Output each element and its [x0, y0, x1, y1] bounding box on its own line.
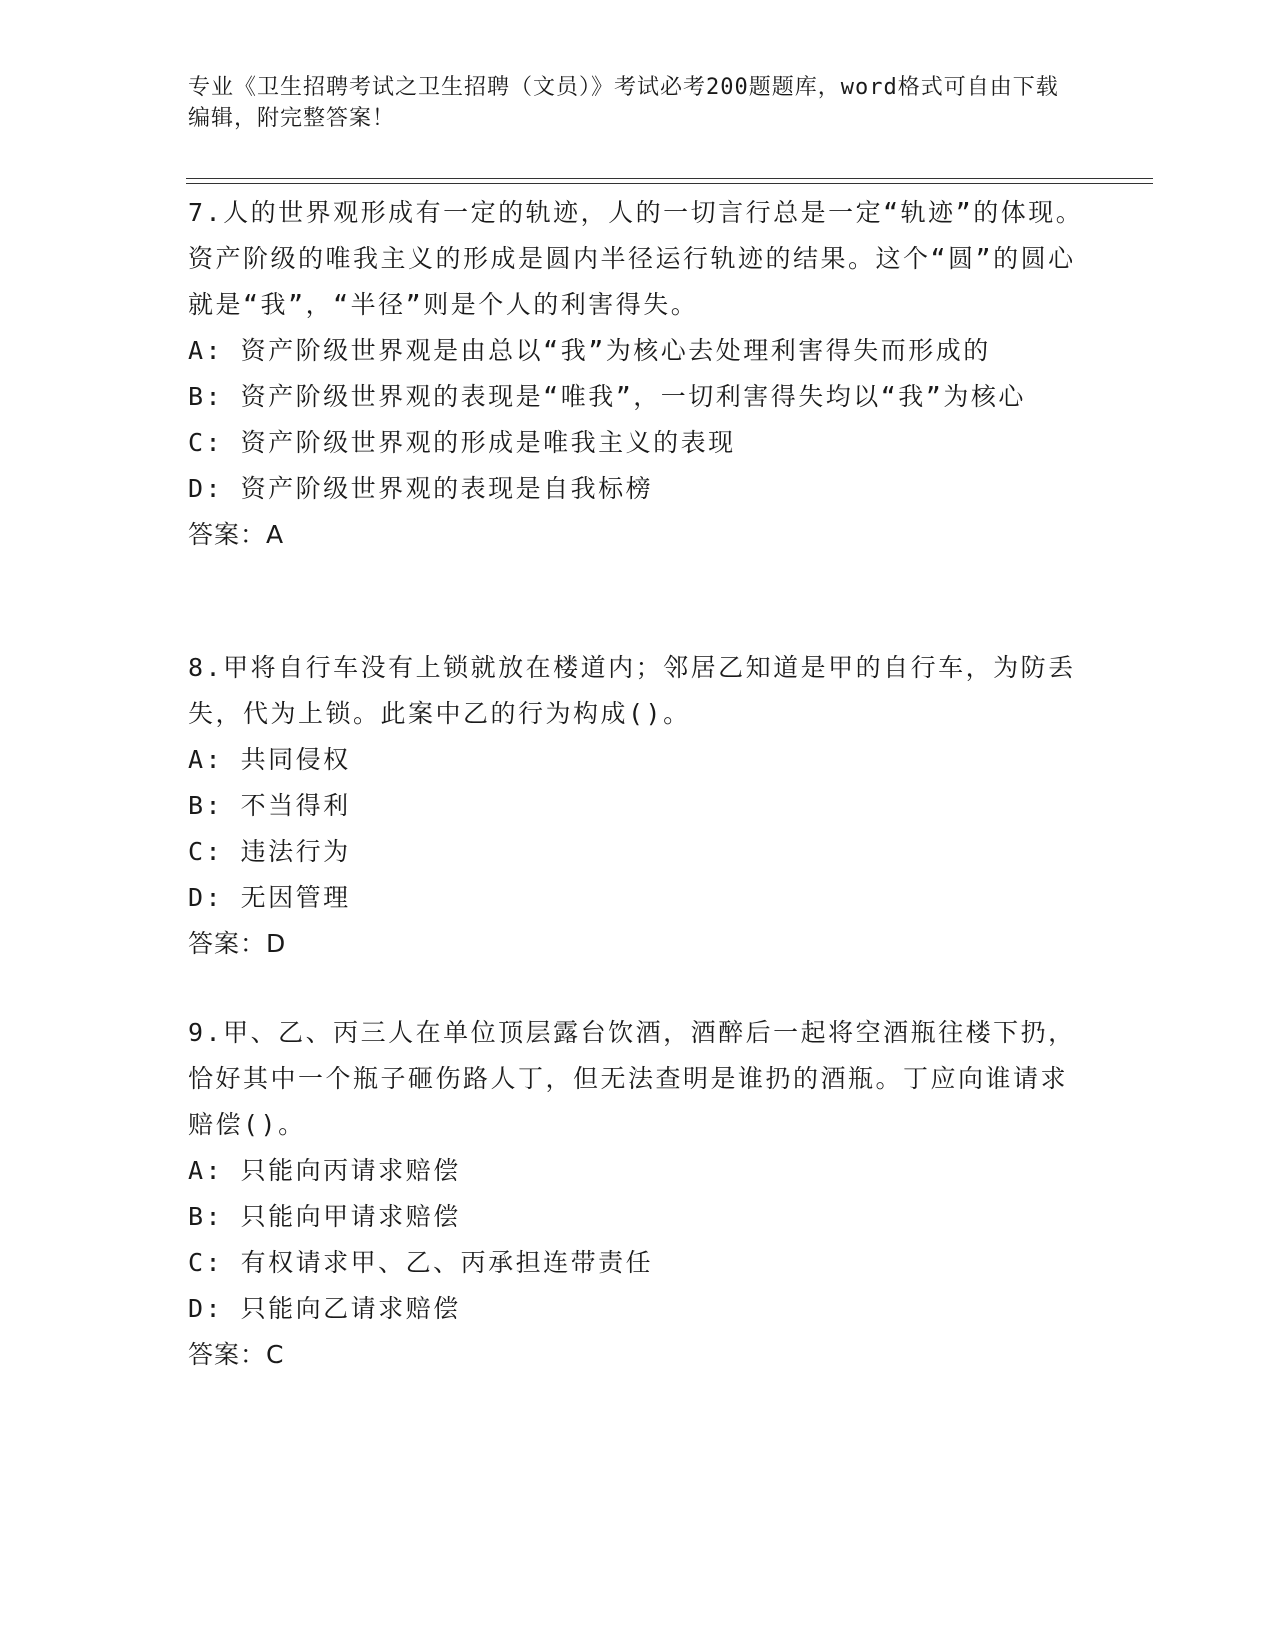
option-d: D: 资产阶级世界观的表现是自我标榜: [188, 474, 654, 503]
option-c: C: 违法行为: [188, 837, 351, 866]
option-d: D: 只能向乙请求赔偿: [188, 1294, 461, 1323]
answer-line: 答案：A: [188, 520, 285, 549]
option-d: D: 无因管理: [188, 883, 351, 912]
option-b: B: 资产阶级世界观的表现是“唯我”，一切利害得失均以“我”为核心: [188, 382, 1026, 411]
answer-line: 答案：D: [188, 929, 287, 958]
header-divider-top: [186, 178, 1153, 179]
question-stem: 7.人的世界观形成有一定的轨迹，人的一切言行总是一定“轨迹”的体现。资产阶级的唯我主义的形成是圆内半径运行轨迹的结果。这个“圆”的圆心就是“我”，“半径”则是个人的利害得失。: [188, 198, 1084, 319]
question-stem: 9.甲、乙、丙三人在单位顶层露台饮酒，酒醉后一起将空酒瓶往楼下扔，恰好其中一个瓶子砸伤路人丁，但无法查明是谁扔的酒瓶。丁应向谁请求赔偿()。: [188, 1018, 1076, 1139]
header-divider-bottom: [186, 183, 1153, 184]
option-a: A: 资产阶级世界观是由总以“我”为核心去处理利害得失而形成的: [188, 336, 991, 365]
question-7: [188, 190, 1088, 558]
option-b: B: 只能向甲请求赔偿: [188, 1202, 461, 1231]
option-b: B: 不当得利: [188, 791, 351, 820]
question-stem: 8.甲将自行车没有上锁就放在楼道内；邻居乙知道是甲的自行车，为防丢失，代为上锁。此案中乙的行为构成()。: [188, 653, 1076, 728]
option-a: A: 共同侵权: [188, 745, 351, 774]
answer-line: 答案：C: [188, 1340, 285, 1369]
question-8: [188, 645, 1088, 967]
document-header: 专业《卫生招聘考试之卫生招聘（文员）》考试必考200题题库，word格式可自由下载编辑，附完整答案！: [188, 75, 1059, 131]
option-c: C: 资产阶级世界观的形成是唯我主义的表现: [188, 428, 736, 457]
option-a: A: 只能向丙请求赔偿: [188, 1156, 461, 1185]
option-c: C: 有权请求甲、乙、丙承担连带责任: [188, 1248, 654, 1277]
question-9: [188, 1010, 1088, 1378]
